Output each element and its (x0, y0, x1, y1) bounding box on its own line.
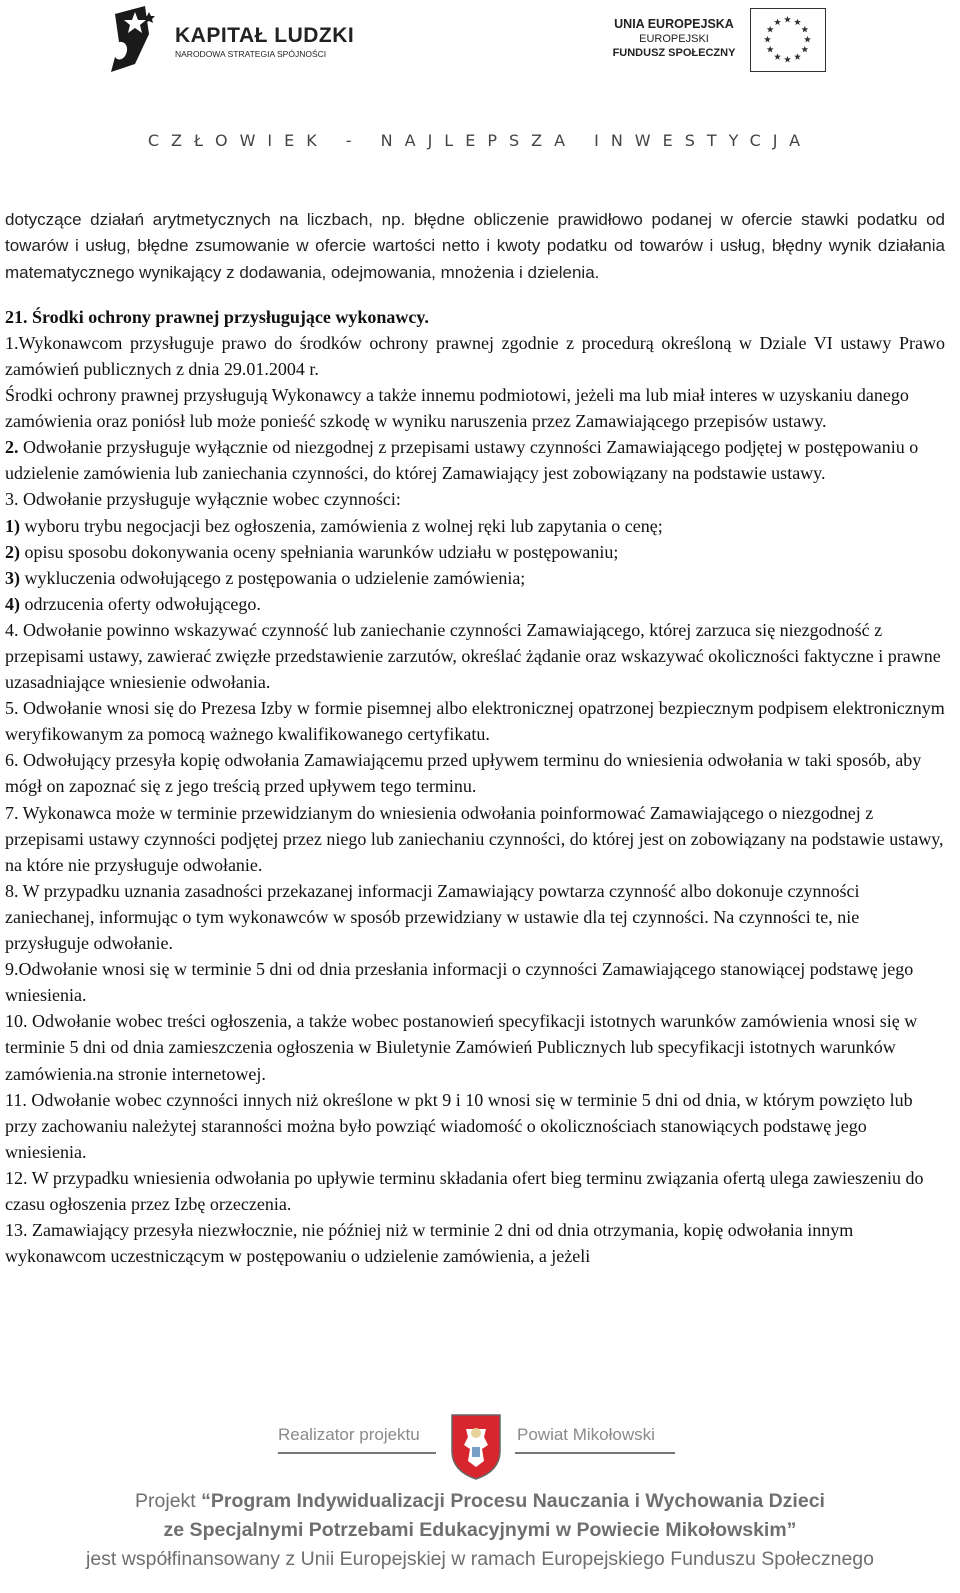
paragraph-2 (5, 434, 945, 486)
eu-star-icon (801, 26, 808, 33)
document-body (5, 207, 945, 1269)
kapital-ludzki-title: KAPITAŁ LUDZKI (175, 24, 355, 47)
paragraph-13: 13. Zamawiający przesyła niezwłocznie, nie później niż w terminie 2 dni od dnia otrzymania, kopię odwołania innym wykonawcom uczestniczącym w postępowaniu o udzielenie zamówienia, a jeżeli (5, 1220, 854, 1267)
paragraph-5: 5. Odwołanie wnosi się do Prezesa Izby w formie pisemnej albo elektronicznej opatrzonej bezpiecznym podpisem elektronicznym weryfikowanym za pomocą ważnego kwalifikowanego certyfikatu. (5, 698, 945, 745)
list-item-text: wyboru trybu negocjacji bez ogłoszenia, zamówienia z wolnej ręki lub zapytania o cenę; (20, 515, 663, 536)
eu-star-icon (764, 36, 771, 43)
paragraph-4: 4. Odwołanie powinno wskazywać czynność lub zaniechanie czynności Zamawiającego, której zarzuca się niezgodność z przepisami ustawy, zawierać zwięzłe przedstawienie zarzutów, określać żądanie oraz wskazywać okoliczności faktyczne i prawne uzasadniające wniesienie odwołania. (5, 619, 941, 693)
list-item-number: 1) (5, 515, 20, 536)
list-item-text: wykluczenia odwołującego z postępowania o udzielenie zamówienia; (20, 567, 526, 588)
paragraph-7: 7. Wykonawca może w terminie przewidzianym do wniesienia odwołania poinformować Zamawiającego o niezgodnej z przepisami ustawy czynności podjętej przez niego lub zaniechaniu czynności, do której jest on zobowiązany na podstawie ustawy, na które nie przysługuje odwołanie. (5, 802, 944, 875)
paragraph-1: 1.Wykonawcom przysługuje prawo do środków ochrony prawnej zgodnie z procedurą określoną w Dziale VI ustawy Prawo zamówień publicznych z dnia 29.01.2004 r. (5, 332, 945, 379)
eu-star-icon (767, 46, 774, 53)
kapital-ludzki-emblem-icon (105, 4, 167, 76)
eu-star-icon (774, 19, 781, 26)
footer-project-funding: jest współfinansowany z Unii Europejskiej w ramach Europejskiego Funduszu Społecznego (86, 1548, 874, 1570)
powiat-crest-icon (448, 1411, 504, 1481)
footer-realizator-label: Realizator projektu (278, 1425, 420, 1444)
paragraph-8: 8. W przypadku uznania zasadności przekazanej informacji Zamawiający powtarza czynność albo dokonuje czynności zaniechanej, informując o tym wykonawców w sposób przewidziany w ustawie dla tej czynności. Na czynności te, nie przysługuje odwołanie. (5, 880, 860, 954)
list-item-number: 3) (5, 567, 20, 588)
eu-star-icon (784, 16, 791, 23)
section-heading: 21. Środki ochrony prawnej przysługujące wykonawcy. (5, 306, 429, 327)
footer-divider-left (278, 1452, 436, 1454)
eu-subtitle: EUROPEJSKI (639, 33, 709, 45)
eu-star-icon (804, 36, 811, 43)
eu-star-icon (767, 26, 774, 33)
list-item (5, 513, 945, 539)
page-header (0, 0, 960, 170)
eu-fund: FUNDUSZ SPOŁECZNY (612, 47, 736, 59)
eu-flag-icon (750, 8, 826, 72)
paragraph-3: 3. Odwołanie przysługuje wyłącznie wobec czynności: (5, 489, 401, 510)
eu-star-icon (801, 46, 808, 53)
list-item-text: odrzucenia oferty odwołującego. (20, 593, 261, 614)
paragraph-2-number: 2. (5, 437, 19, 458)
slogan: CZŁOWIEK - NAJLEPSZA INWESTYCJA (147, 131, 813, 150)
paragraph-2-text: Odwołanie przysługuje wyłącznie od niezgodnej z przepisami ustawy czynności Zamawiającego podjętej w postępowaniu o udzielenie zamówienia lub zaniechania czynności, do której Zamawiający jest zobowiązany na podstawie ustawy. (5, 437, 919, 484)
kapital-ludzki-logo (105, 4, 355, 80)
eu-title: UNIA EUROPEJSKA (614, 17, 734, 31)
list-item (5, 565, 945, 591)
eu-star-icon (784, 56, 791, 63)
footer-project-prefix: Projekt (135, 1490, 202, 1512)
eu-star-icon (794, 53, 801, 60)
list-item-number: 2) (5, 541, 20, 562)
paragraph-1b: Środki ochrony prawnej przysługują Wykonawcy a także innemu podmiotowi, jeżeli ma lub miał interes w uzyskaniu danego zamówienia oraz poniósł lub może ponieść szkodę w wyniku naruszenia przez Zamawiającego przepisów ustawy. (5, 385, 909, 432)
list-item (5, 539, 945, 565)
list-item (5, 591, 945, 617)
footer-project-text (0, 1487, 960, 1574)
paragraph-12: 12. W przypadku wniesienia odwołania po upływie terminu składania ofert bieg terminu związania ofertą ulega zawieszeniu do czasu ogłoszenia przez Izbę orzeczenia. (5, 1167, 924, 1214)
footer-powiat-label: Powiat Mikołowski (517, 1425, 655, 1444)
paragraph-10: 10. Odwołanie wobec treści ogłoszenia, a także wobec postanowień specyfikacji istotnych warunków zamówienia wnosi się w terminie 5 dni od dnia zamieszczenia ogłoszenia w Biuletynie Zamówień Publicznych lub specyfikacji istotnych warunków zamówienia.na stronie internetowej. (5, 1011, 918, 1084)
eu-star-icon (774, 53, 781, 60)
footer-project-title-2: ze Specjalnymi Potrzebami Edukacyjnymi w Powiecie Mikołowskim” (163, 1519, 797, 1541)
paragraph-9: 9.Odwołanie wnosi się w terminie 5 dni od dnia przesłania informacji o czynności Zamawiającego stanowiącej podstawę jego wniesienia. (5, 959, 914, 1006)
paragraph-6: 6. Odwołujący przesyła kopię odwołania Zamawiającemu przed upływem terminu do wniesienia odwołania w taki sposób, aby mógł on zapoznać się z jego treścią przed upływem tego terminu. (5, 750, 922, 797)
paragraph-11: 11. Odwołanie wobec czynności innych niż określone w pkt 9 i 10 wnosi się w terminie 5 dni od dnia, w którym powzięto lub przy zachowaniu należytej staranności można było powziąć wiadomość o okolicznościach stanowiących podstawę jego wniesienia. (5, 1089, 913, 1162)
page-footer (0, 1408, 960, 1593)
eu-star-icon (794, 19, 801, 26)
footer-divider-right (515, 1452, 675, 1454)
eu-efs-logo (600, 8, 840, 78)
footer-project-title-1: “Program Indywidualizacji Procesu Nauczania i Wychowania Dzieci (201, 1490, 825, 1512)
kapital-ludzki-subtitle: NARODOWA STRATEGIA SPÓJNOŚCI (175, 49, 327, 59)
list-item-text: opisu sposobu dokonywania oceny spełniania warunków udziału w postępowaniu; (20, 541, 619, 562)
intro-paragraph: dotyczące działań arytmetycznych na liczbach, np. błędne obliczenie prawidłowo podanej w ofercie stawki podatku od towarów i usług, błędne zsumowanie w ofercie wartości netto i kwoty podatku od towarów i usług, błędny wynik działania matematycznego wynikający z dodawania, odejmowania, mnożenia i dzielenia. (5, 210, 945, 282)
list-item-number: 4) (5, 593, 20, 614)
